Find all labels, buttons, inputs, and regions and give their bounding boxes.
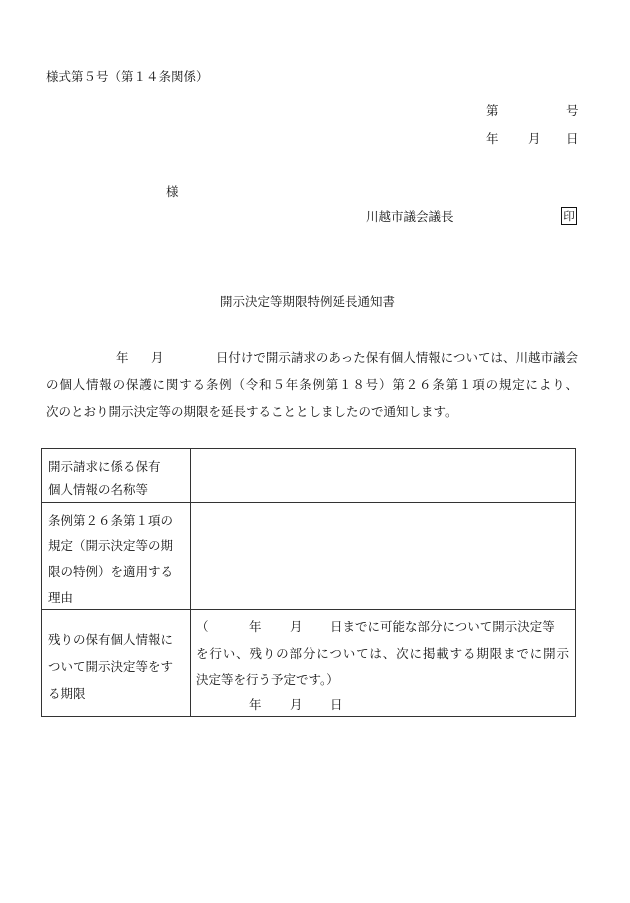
table-row-3-value-deadline-day: 日: [330, 697, 343, 712]
table-row-1-value: [191, 449, 575, 502]
date-month-label: 月: [528, 131, 541, 146]
table-row-3-value-deadline-year: 年: [249, 697, 262, 712]
table-row-3-value-open-paren: （: [196, 619, 209, 634]
table-row-3-label-line-1: 残りの保有個人情報に: [48, 632, 174, 647]
body-paragraph-line-3: 次のとおり開示決定等の期限を延長することとしましたので通知します。: [46, 404, 458, 419]
table-row-2-label-line-2: 規定（開示決定等の期: [48, 538, 174, 553]
table-row-3-value-line-3: 決定等を行う予定です。）: [196, 672, 339, 687]
body-line-1-text: 日付けで開示請求のあった保有個人情報については、川越市議会: [215, 350, 578, 365]
table-row-2-label-line-1: 条例第２６条第１項の: [48, 513, 174, 528]
document-number-label: 第: [486, 103, 499, 118]
table-row-3-label-line-3: る期限: [48, 686, 86, 701]
form-number: 様式第５号（第１４条関係）: [46, 69, 209, 84]
table-row-3-value-line-1-text: 日までに可能な部分について開示決定等: [330, 619, 555, 634]
table-row-2-value: [191, 503, 575, 609]
table-row-2-label-line-4: 理由: [48, 590, 74, 605]
date-year-label: 年: [486, 131, 499, 146]
table-row-3-label-line-2: ついて開示決定等をす: [48, 659, 174, 674]
table-row-1-label-line-2: 個人情報の名称等: [48, 482, 149, 497]
sender-name: 川越市議会議長: [366, 209, 454, 224]
table-border-bottom: [41, 716, 576, 717]
table-border-left: [41, 448, 42, 717]
document-number-suffix: 号: [566, 103, 579, 118]
body-month-label: 月: [151, 350, 164, 365]
body-paragraph-line-2: の個人情報の保護に関する条例（令和５年条例第１８号）第２６条第１項の規定により、: [46, 377, 578, 392]
addressee-honorific: 様: [166, 184, 179, 199]
table-row-3-value-year: 年: [249, 619, 262, 634]
document-title: 開示決定等期限特例延長通知書: [220, 294, 396, 309]
date-day-label: 日: [566, 131, 579, 146]
table-row-1-label-line-1: 開示請求に係る保有: [48, 459, 161, 474]
body-year-label: 年: [116, 350, 129, 365]
seal-stamp: 印: [561, 207, 577, 225]
table-row-3-value-month: 月: [290, 619, 303, 634]
table-border-right: [575, 448, 576, 717]
table-row-divider: [41, 609, 576, 610]
table-row-3-value-deadline-month: 月: [290, 697, 303, 712]
body-paragraph-line-1: [46, 352, 578, 365]
table-row-2-label-line-3: 限の特例）を適用する: [48, 564, 174, 579]
table-row-3-value-line-2: を行い、残りの部分については、次に掲載する期限までに開示: [196, 646, 569, 661]
